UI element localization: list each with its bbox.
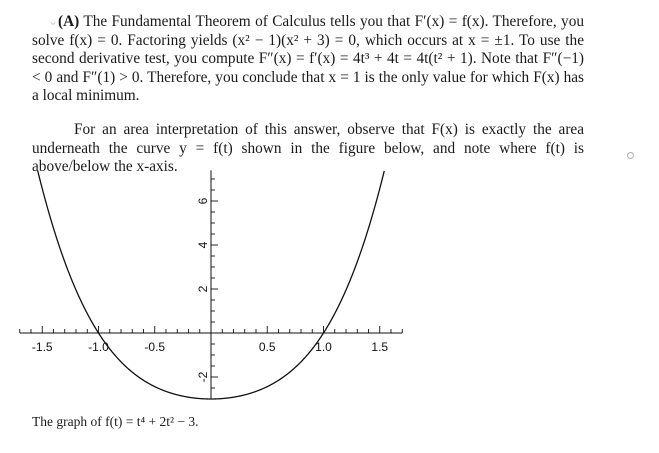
ticks — [20, 179, 403, 399]
answer-letter: (A) — [58, 13, 80, 30]
tick-labels — [32, 197, 389, 382]
list-marker: ⌄ — [48, 14, 59, 28]
y-tick-label: -2 — [196, 371, 210, 383]
x-tick-label: -0.5 — [144, 340, 166, 354]
paragraph-1-text: The Fundamental Theorem of Calculus tells you that F′(x) = f(x). Therefore, you solve f(x) = 0. Factoring yields (x² − 1)(x² + 3) = 0, which occurs at x = ±1. To use the second derivative test, you compute F″(x) = f′(x) = 4t³ + 4t = 4t(t² + 1). Note that F″(−1) < 0 and F″(1) > 0. Therefore, you conclude that x = 1 is the only value for which F(x) has a local minimum. — [32, 13, 584, 104]
x-tick-label: 1.5 — [371, 340, 389, 354]
axes — [20, 170, 403, 399]
y-tick-label: 2 — [196, 285, 210, 293]
x-tick-label: -1.5 — [31, 340, 53, 354]
x-tick-label: 0.5 — [258, 340, 276, 354]
paragraph-area-interpretation: For an area interpretation of this answer, observe that F(x) is exactly the area underneath the curve y = f(t) shown in the figure below, and note where f(t) is above/below the x-axis. — [32, 121, 584, 175]
y-tick-label: 6 — [196, 197, 210, 205]
y-tick-label: 4 — [196, 241, 210, 249]
x-tick-label: 1.0 — [315, 340, 332, 354]
x-tick-label: -1.0 — [88, 340, 109, 354]
figure-caption: The graph of f(t) = t⁴ + 2t² − 3. — [32, 414, 199, 429]
